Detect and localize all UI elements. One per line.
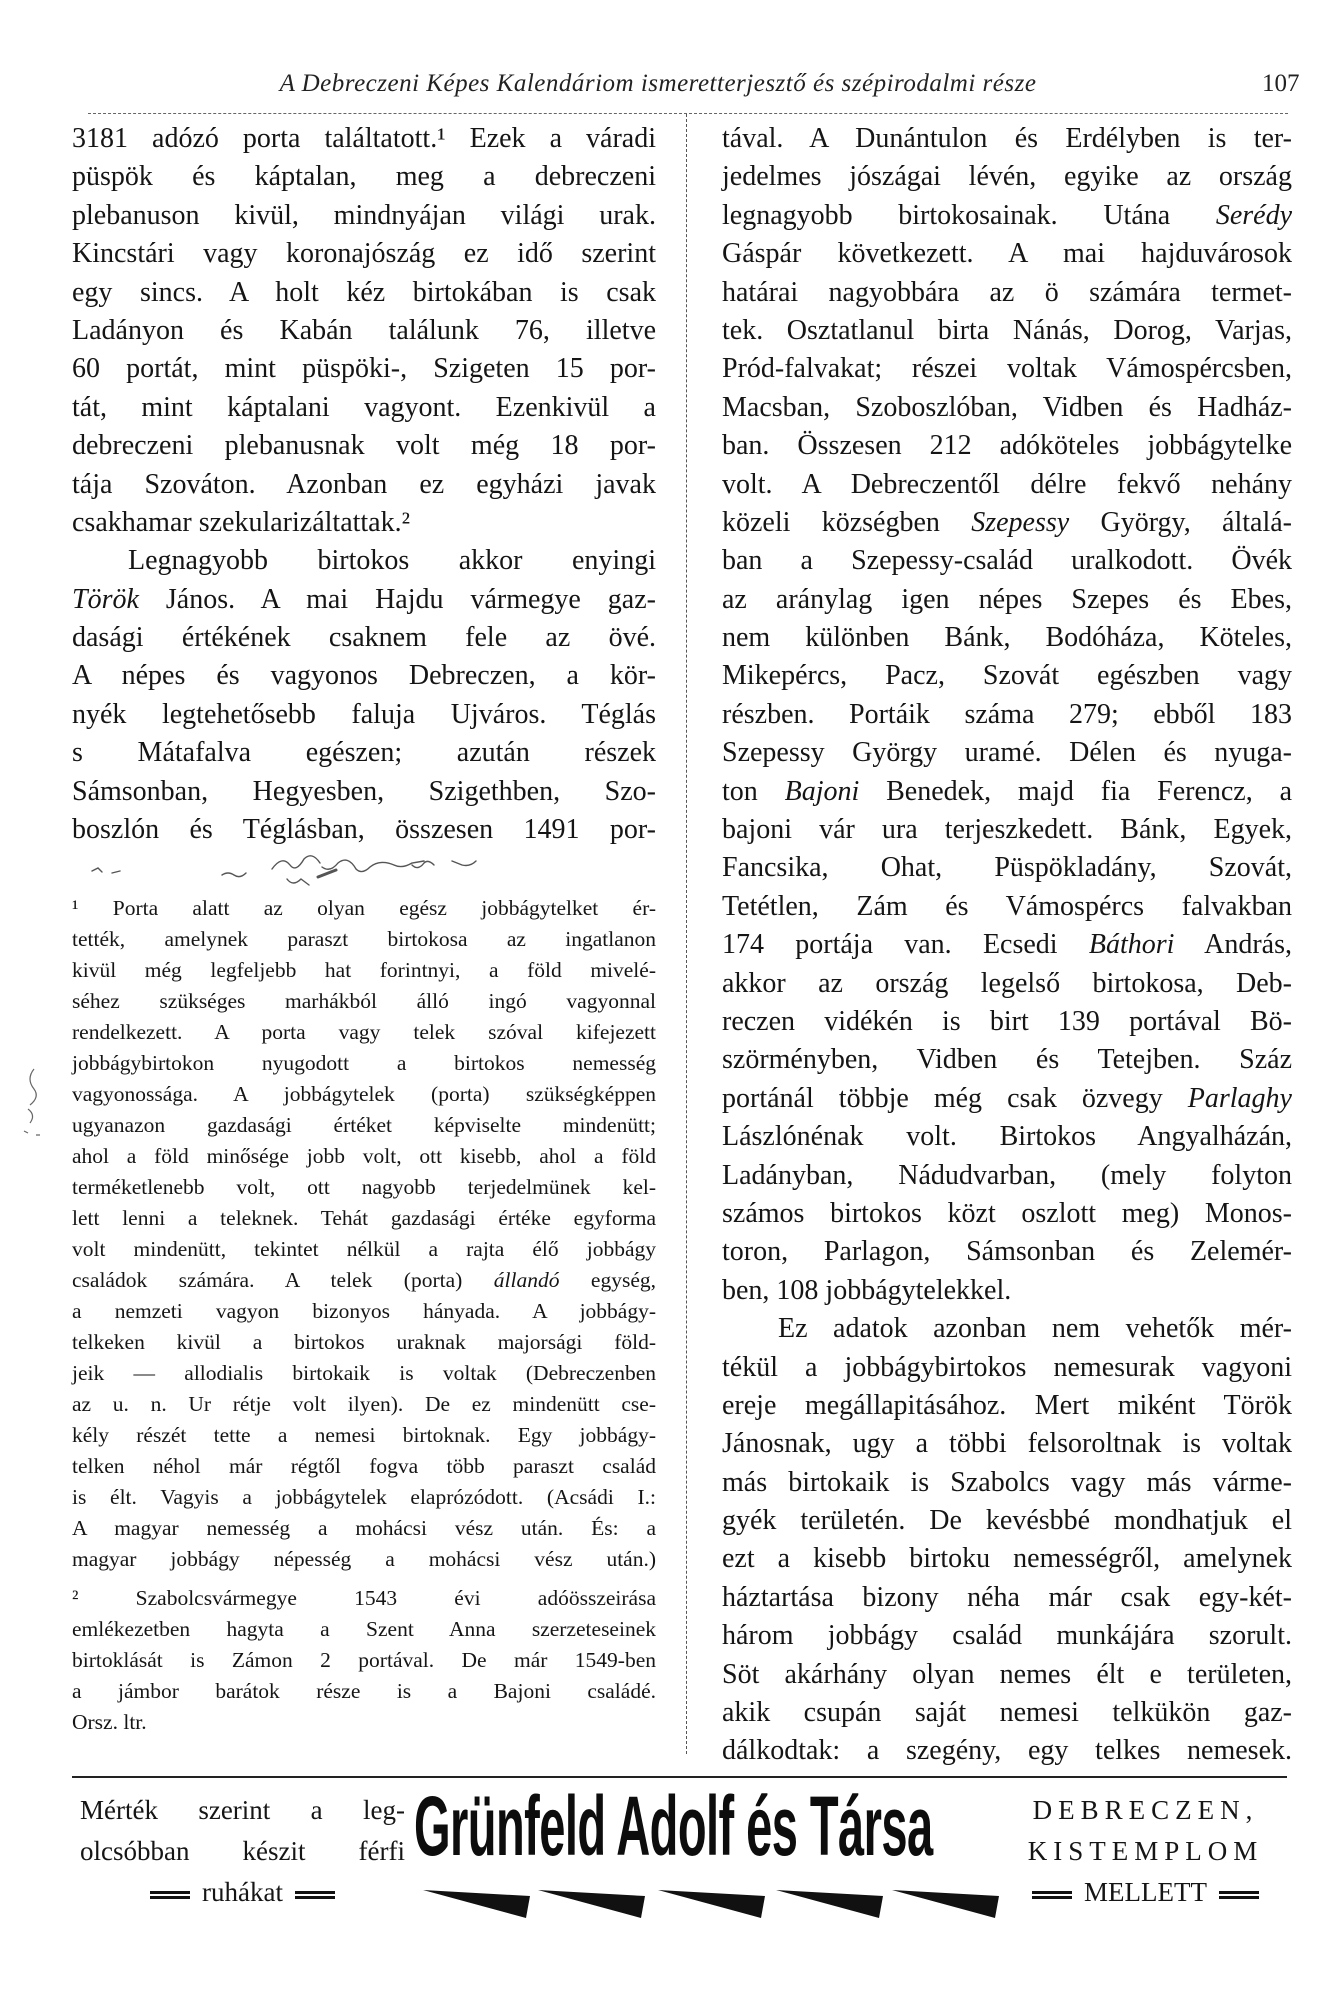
footnote-line: kivül még legfeljebb hat forintnyi, a föld mivelé- xyxy=(72,958,656,983)
text-line: debreczeni plebanusnak volt még 18 por- xyxy=(72,430,656,462)
text-line: Macsban, Szoboszlóban, Vidben és Hadház- xyxy=(722,391,1292,423)
page-number: 107 xyxy=(1262,70,1300,97)
text-line: dálkodtak: a szegény, egy telkes nemesek. xyxy=(722,1735,1292,1767)
text-line xyxy=(722,773,1292,811)
text-line: Pród-falvakat; részei voltak Vámospércsben, xyxy=(722,353,1292,385)
left-column-body-text xyxy=(72,120,656,849)
text-line: reczen vidékén is birt 139 portával Bö- xyxy=(722,1005,1292,1037)
pennant-ornament xyxy=(776,1890,883,1918)
text-line: tával. A Dunántulon és Erdélyben is ter- xyxy=(722,123,1292,154)
text-segment: János. A mai Hajdu vármegye gaz- xyxy=(138,583,656,615)
text-line: toron, Parlagon, Sámsonban és Zelemér- xyxy=(722,1236,1292,1268)
text-line: határai nagyobbára az ö számára termet- xyxy=(722,276,1292,308)
footnote-line: birtoklását is Zámon 2 portával. De már 1549-ben xyxy=(72,1648,656,1673)
advertisement xyxy=(0,1779,1335,1930)
text-line: tek. Osztatlanul birta Nánás, Dorog, Varjas, xyxy=(722,314,1292,346)
double-bar-ornament xyxy=(295,1891,335,1899)
footnote-line: rendelkezett. A porta vagy telek szóval kifejezett xyxy=(72,1020,656,1045)
italic-name: Báthori xyxy=(1088,929,1175,961)
company-name-text: Grünfeld Adolf és Társa xyxy=(414,1779,933,1873)
text-line: bajoni vár ura terjeszkedett. Bánk, Egyek, xyxy=(722,814,1292,846)
text-line: A népes és vagyonos Debreczen, a kör- xyxy=(72,660,656,692)
text-segment: legnagyobb birtokosainak. Utána xyxy=(722,199,1216,231)
footnote-line: volt mindenütt, tekintet nélkül a rajta élő jobbágy xyxy=(72,1237,656,1262)
text-line: ban a Szepessy-család uralkodott. Övék xyxy=(722,545,1292,577)
footnote-line: lett lenni a teleknek. Tehát gazdasági értéke egyforma xyxy=(72,1206,656,1231)
double-bar-ornament xyxy=(150,1891,190,1899)
text-line: Szepessy György uramé. Délen és nyuga- xyxy=(722,737,1292,769)
ad-tagline-line xyxy=(80,1872,405,1913)
text-line: volt. A Debreczentől délre fekvő nehány xyxy=(722,468,1292,500)
text-line: az aránylag igen népes Szepes és Ebes, xyxy=(722,583,1292,615)
footnote-line: is élt. Vagyis a jobbágytelek elaprózódott. (Acsádi I.: xyxy=(72,1485,656,1510)
ad-tagline-line: olcsóbban készit férfi xyxy=(80,1836,405,1866)
text-line: Fancsika, Ohat, Püspökladány, Szovát, xyxy=(722,852,1292,884)
text-line: Tetétlen, Zám és Vámospércs falvakban xyxy=(722,890,1292,922)
pennant-ornaments xyxy=(418,1882,1003,1922)
footnote-line: tették, amelynek paraszt birtokosa az ingatlanon xyxy=(72,927,656,952)
text-segment: ton xyxy=(722,775,785,807)
ad-address-line xyxy=(1008,1872,1283,1913)
text-line: Jánosnak, ugy a többi felsoroltnak is voltak xyxy=(722,1428,1292,1460)
text-line xyxy=(722,504,1292,542)
text-line: gyék területén. De kevésbbé mondhatjuk el xyxy=(722,1505,1292,1537)
text-line: Kincstári vagy koronajószág ez idő szerint xyxy=(72,238,656,270)
text-segment: portánál többje még csak özvegy xyxy=(722,1082,1188,1114)
ad-company-name xyxy=(414,1779,1004,1873)
text-line: dasági értékének csaknem fele az övé. xyxy=(72,622,656,654)
text-line: püspök és káptalan, meg a debreczeni xyxy=(72,161,656,193)
ad-tagline-line: Mérték szerint a leg- xyxy=(80,1795,405,1825)
text-segment: közeli községben xyxy=(722,506,972,538)
advertisement-address xyxy=(1008,1790,1283,1913)
text-line: egy sincs. A holt kéz birtokában is csak xyxy=(72,276,656,308)
footnote-line: jeik — allodialis birtokaik is voltak (Debreczenben xyxy=(72,1361,656,1386)
text-line: Sámsonban, Hegyesben, Szigethben, Szo- xyxy=(72,775,656,807)
text-line: Mikepércs, Pacz, Szovát egészben vagy xyxy=(722,660,1292,692)
pennant-ornament xyxy=(658,1890,765,1918)
advertisement-rule xyxy=(72,1776,1287,1778)
footnote-line: emlékezetben hagyta a Szent Anna szerzeteseinek xyxy=(72,1617,656,1642)
text-line: s Mátafalva egészen; azután részek xyxy=(72,737,656,769)
text-line: tékül a jobbágybirtokos nemesurak vagyoni xyxy=(722,1351,1292,1383)
text-line: jedelmes jószágai lévén, egyike az ország xyxy=(722,161,1292,193)
left-column xyxy=(72,120,656,1738)
text-line: csakhamar szekularizáltattak.² xyxy=(72,506,410,538)
pencil-margin-mark xyxy=(14,1065,54,1145)
double-bar-ornament xyxy=(1032,1891,1072,1899)
footnotes xyxy=(72,893,656,1738)
text-line xyxy=(722,926,1292,964)
text-line: nyék legtehetősebb faluja Ujváros. Téglás xyxy=(72,698,656,730)
text-line: plebanuson kivül, mindnyájan világi urak. xyxy=(72,199,656,231)
text-line: ezt a kisebb birtoku nemességről, amelynek xyxy=(722,1543,1292,1575)
footnote-line: A magyar nemesség a mohácsi vész után. És: a xyxy=(72,1516,656,1541)
text-line: tát, mint káptalani vagyont. Ezenkivül a xyxy=(72,391,656,423)
ad-tagline-last: ruhákat xyxy=(202,1877,283,1907)
italic-name: Szepessy xyxy=(971,506,1070,538)
footnote-line: az u. n. Ur rétje volt ilyen). De ez mindenütt cse- xyxy=(72,1392,656,1417)
footnote-line: telkeken kivül a birtokos uraknak majorsági föld- xyxy=(72,1330,656,1355)
text-line: Legnagyobb birtokos akkor enyingi xyxy=(128,545,656,577)
text-segment: András, xyxy=(1174,929,1292,961)
text-line: ereje megállapitásához. Mert miként Török xyxy=(722,1389,1292,1421)
text-line xyxy=(722,197,1292,235)
running-header-title: A Debreczeni Képes Kalendáriom ismeretterjesztő és szépirodalmi része xyxy=(279,70,1037,97)
footnote-line: ugyanazon gazdasági értéket képviselte mindenütt; xyxy=(72,1113,656,1138)
text-segment: Benedek, majd fia Ferencz, a xyxy=(859,775,1293,807)
text-line: szörményben, Vidben és Tetejben. Száz xyxy=(722,1044,1292,1076)
pennant-ornament xyxy=(423,1890,530,1918)
pencil-scribble xyxy=(72,849,656,893)
header-rule xyxy=(88,113,1288,114)
right-column xyxy=(722,120,1292,1771)
text-segment: 174 portája van. Ecsedi xyxy=(722,929,1089,961)
footnote-line: Orsz. ltr. xyxy=(72,1710,147,1735)
footnote-line: ahol a föld minősége jobb volt, ott kisebb, ahol a föld xyxy=(72,1144,656,1169)
text-line: három jobbágy család munkájára szorult. xyxy=(722,1620,1292,1652)
text-segment: egység, xyxy=(559,1268,657,1293)
pennant-ornament xyxy=(538,1890,645,1918)
ad-address-line: KISTEMPLOM xyxy=(1027,1836,1264,1866)
text-line: ban. Összesen 212 adóköteles jobbágytelke xyxy=(722,430,1292,462)
text-line: Lászlónénak volt. Birtokos Angyalházán, xyxy=(722,1121,1292,1153)
footnote-line: telken néhol már régtől fogva több paraszt család xyxy=(72,1454,656,1479)
italic-name: Török xyxy=(72,583,139,615)
footnote-line: ² Szabolcsvármegye 1543 évi adóösszeirása xyxy=(72,1586,656,1611)
footnote-line: a nemzeti vagyon bizonyos hányada. A jobbágy- xyxy=(72,1299,656,1324)
pennant-ornament xyxy=(892,1890,999,1918)
text-line: akik csupán saját nemesi telkükön gaz- xyxy=(722,1697,1292,1729)
footnote-line: magyar jobbágy népesség a mohácsi vész után.) xyxy=(72,1547,656,1572)
italic-name: Serédy xyxy=(1215,199,1292,231)
italic-name: Parlaghy xyxy=(1187,1082,1292,1114)
advertisement-tagline xyxy=(80,1790,405,1913)
right-column-body-text xyxy=(722,120,1292,1771)
text-segment: György, általá- xyxy=(1069,506,1292,538)
footnote-line: terméketlenebb volt, ott nagyobb terjedelmünek kel- xyxy=(72,1175,656,1200)
footnote-line: jobbágybirtokon nyugodott a birtokos nemesség xyxy=(72,1051,656,1076)
text-line: háztartása bizony néha már csak egy-két- xyxy=(722,1581,1292,1613)
column-divider xyxy=(686,114,687,1754)
text-line xyxy=(72,581,656,619)
text-line: akkor az ország legelső birtokosa, Deb- xyxy=(722,967,1292,999)
footnote-line xyxy=(72,1265,656,1296)
text-line: boszlón és Téglásban, összesen 1491 por- xyxy=(72,814,656,846)
text-line: 60 portát, mint püspöki-, Szigeten 15 por- xyxy=(72,353,656,385)
italic-name: állandó xyxy=(493,1268,560,1293)
text-line: Ez adatok azonban nem vehetők mér- xyxy=(778,1313,1292,1345)
text-line: ben, 108 jobbágytelekkel. xyxy=(722,1274,1012,1306)
footnote-line: kély részét tette a nemesi birtoknak. Egy jobbágy- xyxy=(72,1423,656,1448)
footnote-line: séhez szükséges marhákból álló ingó vagyonnal xyxy=(72,989,656,1014)
text-line: Söt akárhány olyan nemes élt e területen, xyxy=(722,1658,1292,1690)
text-line: tája Szováton. Azonban ez egyházi javak xyxy=(72,468,656,500)
text-line: Gáspár következett. A mai hajduvárosok xyxy=(722,238,1292,270)
footnote-line: a jámbor barátok része is a Bajoni családé. xyxy=(72,1679,656,1704)
text-line: nem különben Bánk, Bodóháza, Köteles, xyxy=(722,622,1292,654)
footnote-gap xyxy=(72,1575,656,1583)
text-line: Ladányon és Kabán találunk 76, illetve xyxy=(72,314,656,346)
footnote-line: vagyonossága. A jobbágytelek (porta) szükségképpen xyxy=(72,1082,656,1107)
ad-address-line: DEBRECZEN, xyxy=(1032,1795,1259,1825)
running-header xyxy=(0,70,1335,110)
text-line: Ladányban, Nádudvarban, (mely folyton xyxy=(722,1159,1292,1191)
footnote-line: ¹ Porta alatt az olyan egész jobbágytelket ér- xyxy=(72,896,656,921)
ad-address-last: MELLETT xyxy=(1084,1877,1207,1907)
double-bar-ornament xyxy=(1219,1891,1259,1899)
text-line xyxy=(722,1080,1292,1118)
text-segment: családok számára. A telek (porta) xyxy=(72,1268,494,1293)
text-line: részben. Portáik száma 279; ebből 183 xyxy=(722,698,1292,730)
italic-name: Bajoni xyxy=(784,775,860,807)
text-line: számos birtokos közt oszlott meg) Monos- xyxy=(722,1197,1292,1229)
text-line: 3181 adózó porta találtatott.¹ Ezek a váradi xyxy=(72,123,656,154)
text-line: más birtokaik is Szabolcs vagy más várme- xyxy=(722,1466,1292,1498)
